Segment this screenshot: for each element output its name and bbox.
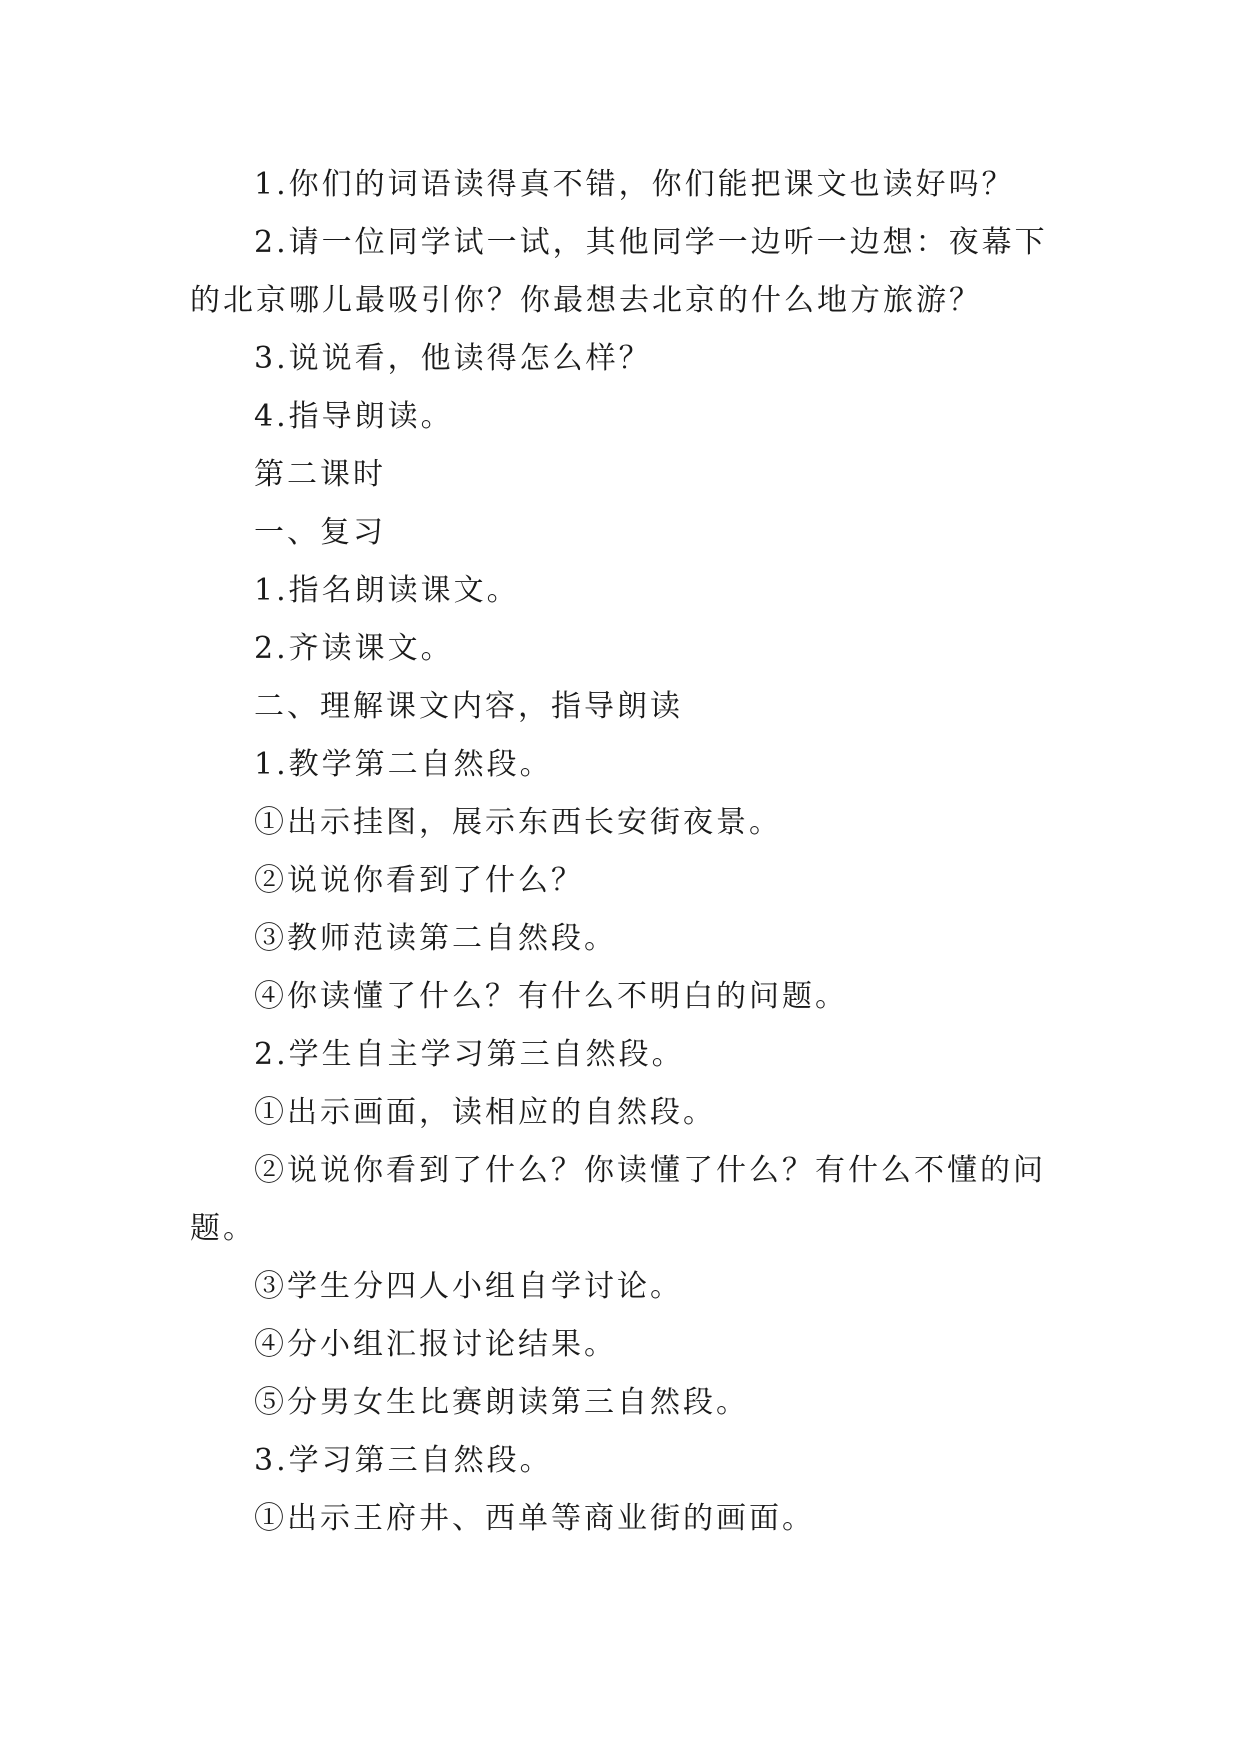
paragraph: 2.请一位同学试一试，其他同学一边听一边想：夜幕下的北京哪儿最吸引你？你最想去北京的什么地方旅游？ xyxy=(190,225,1048,318)
paragraph: 2.齐读课文。 xyxy=(254,631,454,666)
paragraph: 3.说说看，他读得怎么样？ xyxy=(254,341,652,376)
paragraph: ②说说你看到了什么？ xyxy=(254,863,584,898)
paragraph: 1.指名朗读课文。 xyxy=(254,573,520,608)
section-heading: 第二课时 xyxy=(254,457,386,492)
paragraph: ②说说你看到了什么？你读懂了什么？有什么不懂的问题。 xyxy=(190,1153,1046,1246)
paragraph: ③学生分四人小组自学讨论。 xyxy=(254,1269,683,1304)
paragraph: 3.学习第三自然段。 xyxy=(254,1443,553,1478)
paragraph: ⑤分男女生比赛朗读第三自然段。 xyxy=(254,1385,749,1420)
paragraph: ③教师范读第二自然段。 xyxy=(254,921,617,956)
paragraph: ④你读懂了什么？有什么不明白的问题。 xyxy=(254,979,848,1014)
paragraph: 4.指导朗读。 xyxy=(254,399,454,434)
paragraph: ①出示挂图，展示东西长安街夜景。 xyxy=(254,805,782,840)
section-heading: 一、复习 xyxy=(254,515,386,550)
paragraph: ①出示画面，读相应的自然段。 xyxy=(254,1095,716,1130)
document-body xyxy=(190,156,1050,1548)
section-heading: 二、理解课文内容，指导朗读 xyxy=(254,689,683,724)
paragraph: 2.学生自主学习第三自然段。 xyxy=(254,1037,685,1072)
paragraph: 1.你们的词语读得真不错，你们能把课文也读好吗？ xyxy=(254,167,1015,202)
paragraph: ①出示王府井、西单等商业街的画面。 xyxy=(254,1501,815,1536)
paragraph: ④分小组汇报讨论结果。 xyxy=(254,1327,617,1362)
paragraph: 1.教学第二自然段。 xyxy=(254,747,553,782)
